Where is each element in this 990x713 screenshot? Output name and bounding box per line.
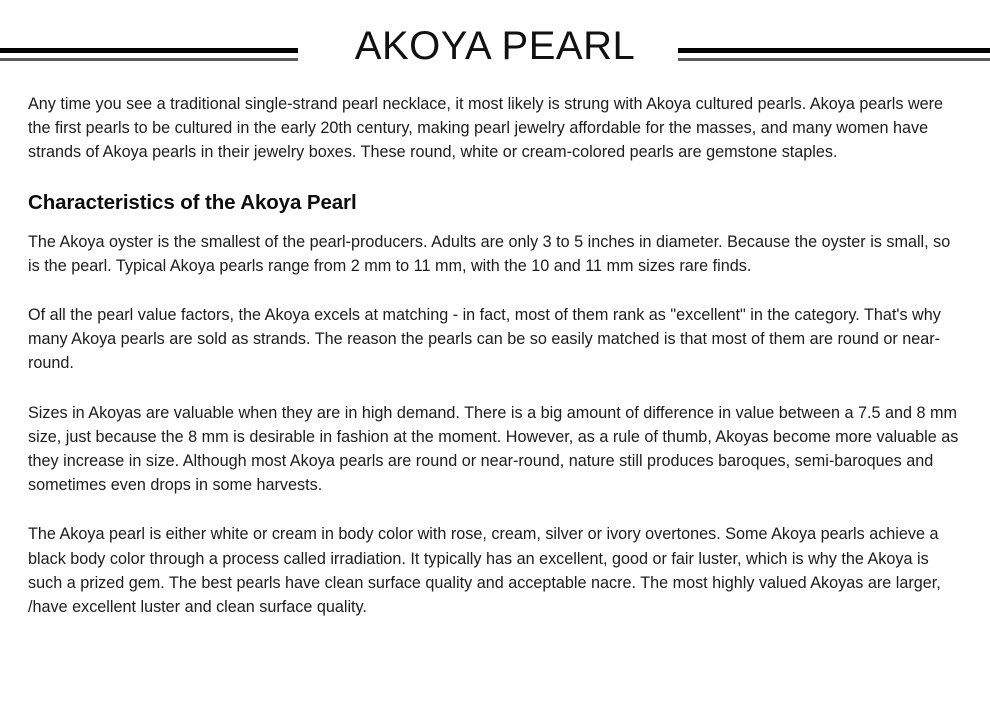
paragraph-sizes-value: Sizes in Akoyas are valuable when they are in high demand. There is a big amount of difference in value between a 7.5 and 8 mm size, just because the 8 mm is desirable in fashion at the moment. However, as a rule of thumb, Akoyas become more valuable as they increase in size. Although most Akoya pearls are round or near-round, nature still produces baroques, semi-baroques and sometimes even drops in some harvests.: [28, 403, 959, 495]
document-header: [0, 0, 990, 92]
header-rule-left-thick-bar: [0, 48, 298, 53]
header-rule-left-thin-bar: [0, 58, 298, 61]
section-heading-characteristics: Characteristics of the Akoya Pearl: [28, 190, 357, 214]
paragraph-intro: Any time you see a traditional single-strand pearl necklace, it most likely is strung with Akoya cultured pearls. Akoya pearls were the first pearls to be cultured in the early 20th century, making pearl jewelry affordable for the masses, and many women have strands of Akoya pearls in their jewelry boxes. These round, white or cream-colored pearls are gemstone staples.: [28, 95, 944, 162]
paragraph-oyster-size: The Akoya oyster is the smallest of the pearl-producers. Adults are only 3 to 5 inches in diameter. Because the oyster is small, so is the pearl. Typical Akoya pearls range from 2 mm to 11 mm, with the 10 and 11 mm sizes rare finds.: [28, 232, 951, 275]
page-title: AKOYA PEARL: [333, 26, 657, 66]
header-rule-right-thin-bar: [678, 58, 990, 61]
header-rule-right: [678, 48, 990, 62]
header-rule-left: [0, 48, 298, 62]
document-content: [0, 92, 990, 619]
paragraph-matching: Of all the pearl value factors, the Akoya excels at matching - in fact, most of them rank as "excellent" in the category. That's why many Akoya pearls are sold as strands. The reason the pearls can be so easily matched is that most of them are round or near-round.: [28, 306, 941, 373]
header-rule-right-thick-bar: [678, 48, 990, 53]
paragraph-color-luster: The Akoya pearl is either white or cream in body color with rose, cream, silver or ivory overtones. Some Akoya pearls achieve a black body color through a process called irradiation. It typically has an excellent, good or fair luster, which is why the Akoya is such a prized gem. The best pearls have clean surface quality and acceptable nacre. The most highly valued Akoyas are larger, /have excellent luster and clean surface quality.: [28, 525, 941, 617]
